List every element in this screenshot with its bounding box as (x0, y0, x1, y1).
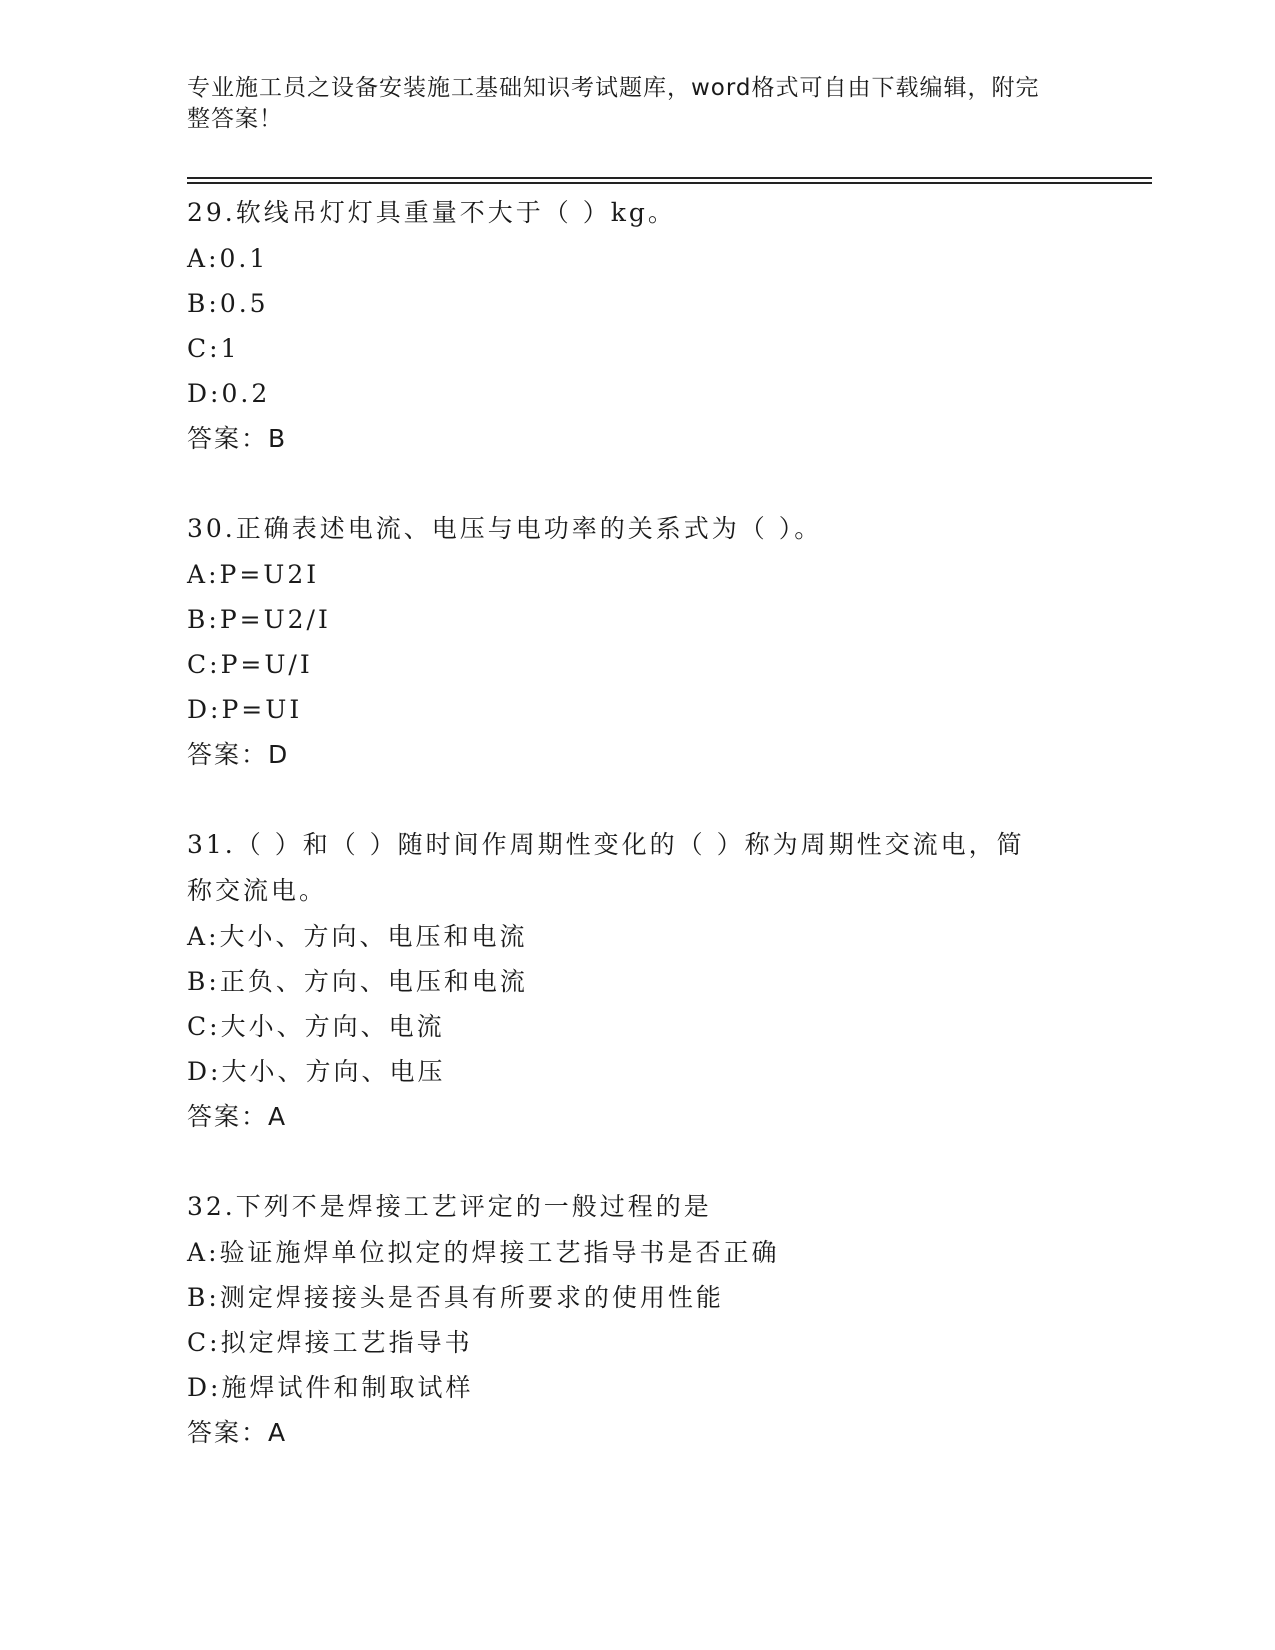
question-stem: 30.正确表述电流、电压与电功率的关系式为（ ）。 (187, 514, 823, 543)
option-text: 0.1 (219, 244, 269, 273)
option-letter: C (187, 650, 210, 679)
option-text: 施焊试件和制取试样 (221, 1373, 474, 1402)
option-text: 正负、方向、电压和电流 (219, 967, 528, 996)
option-letter: A (187, 244, 209, 273)
question-stem: 29.软线吊灯灯具重量不大于（ ）kg。 (187, 198, 676, 227)
option-c: C:P=U/I (187, 642, 1067, 687)
header-divider-top (187, 177, 1152, 179)
option-a: A:0.1 (187, 236, 1067, 281)
answer: 答案：A (187, 1418, 288, 1447)
option-letter: C (187, 1012, 210, 1041)
header-divider-bottom (187, 182, 1152, 184)
option-d: D:大小、方向、电压 (187, 1049, 1067, 1094)
document-header (187, 73, 1067, 135)
option-a: A:验证施焊单位拟定的焊接工艺指导书是否正确 (187, 1230, 1067, 1275)
question-30 (187, 506, 1067, 777)
option-b: B:0.5 (187, 281, 1067, 326)
option-text: 1 (220, 334, 240, 363)
answer: 答案：D (187, 740, 290, 769)
option-text: 验证施焊单位拟定的焊接工艺指导书是否正确 (219, 1238, 780, 1267)
option-a: A:大小、方向、电压和电流 (187, 914, 1067, 959)
question-31 (187, 822, 1067, 1139)
option-letter: B (187, 605, 209, 634)
option-letter: B (187, 967, 209, 996)
option-letter: C (187, 1328, 210, 1357)
option-text: 大小、方向、电流 (220, 1012, 445, 1041)
option-text: P=U/I (220, 650, 313, 679)
option-text: 0.5 (219, 289, 269, 318)
header-line-1: 专业施工员之设备安装施工基础知识考试题库，word格式可自由下载编辑，附完 (187, 75, 1040, 101)
option-letter: D (187, 1057, 211, 1086)
option-letter: D (187, 1373, 211, 1402)
option-text: 测定焊接接头是否具有所要求的使用性能 (219, 1283, 724, 1312)
option-letter: C (187, 334, 210, 363)
option-text: 拟定焊接工艺指导书 (220, 1328, 473, 1357)
option-text: P=U2/I (219, 605, 331, 634)
option-b: B:正负、方向、电压和电流 (187, 959, 1067, 1004)
option-b: B:P=U2/I (187, 597, 1067, 642)
option-letter: A (187, 1238, 209, 1267)
option-text: P=U2I (219, 560, 320, 589)
question-stem: 32.下列不是焊接工艺评定的一般过程的是 (187, 1192, 712, 1221)
question-stem: 31.（ ）和（ ）随时间作周期性变化的（ ）称为周期性交流电，简 (187, 830, 1025, 859)
option-d: D:P=UI (187, 687, 1067, 732)
option-letter: A (187, 922, 209, 951)
header-line-2: 整答案！ (187, 106, 283, 132)
question-list (187, 190, 1067, 1500)
option-letter: A (187, 560, 209, 589)
option-letter: D (187, 379, 211, 408)
option-d: D:0.2 (187, 371, 1067, 416)
answer: 答案：A (187, 1102, 288, 1131)
option-text: 大小、方向、电压 (221, 1057, 446, 1086)
option-letter: D (187, 695, 211, 724)
option-d: D:施焊试件和制取试样 (187, 1365, 1067, 1410)
answer: 答案：B (187, 424, 288, 453)
option-letter: B (187, 1283, 209, 1312)
option-letter: B (187, 289, 209, 318)
option-c: C:1 (187, 326, 1067, 371)
option-text: 0.2 (221, 379, 271, 408)
option-c: C:拟定焊接工艺指导书 (187, 1320, 1067, 1365)
option-c: C:大小、方向、电流 (187, 1004, 1067, 1049)
option-a: A:P=U2I (187, 552, 1067, 597)
option-text: 大小、方向、电压和电流 (219, 922, 528, 951)
question-29 (187, 190, 1067, 461)
question-32 (187, 1184, 1067, 1455)
option-b: B:测定焊接接头是否具有所要求的使用性能 (187, 1275, 1067, 1320)
question-stem-continued: 称交流电。 (187, 876, 328, 905)
option-text: P=UI (221, 695, 303, 724)
